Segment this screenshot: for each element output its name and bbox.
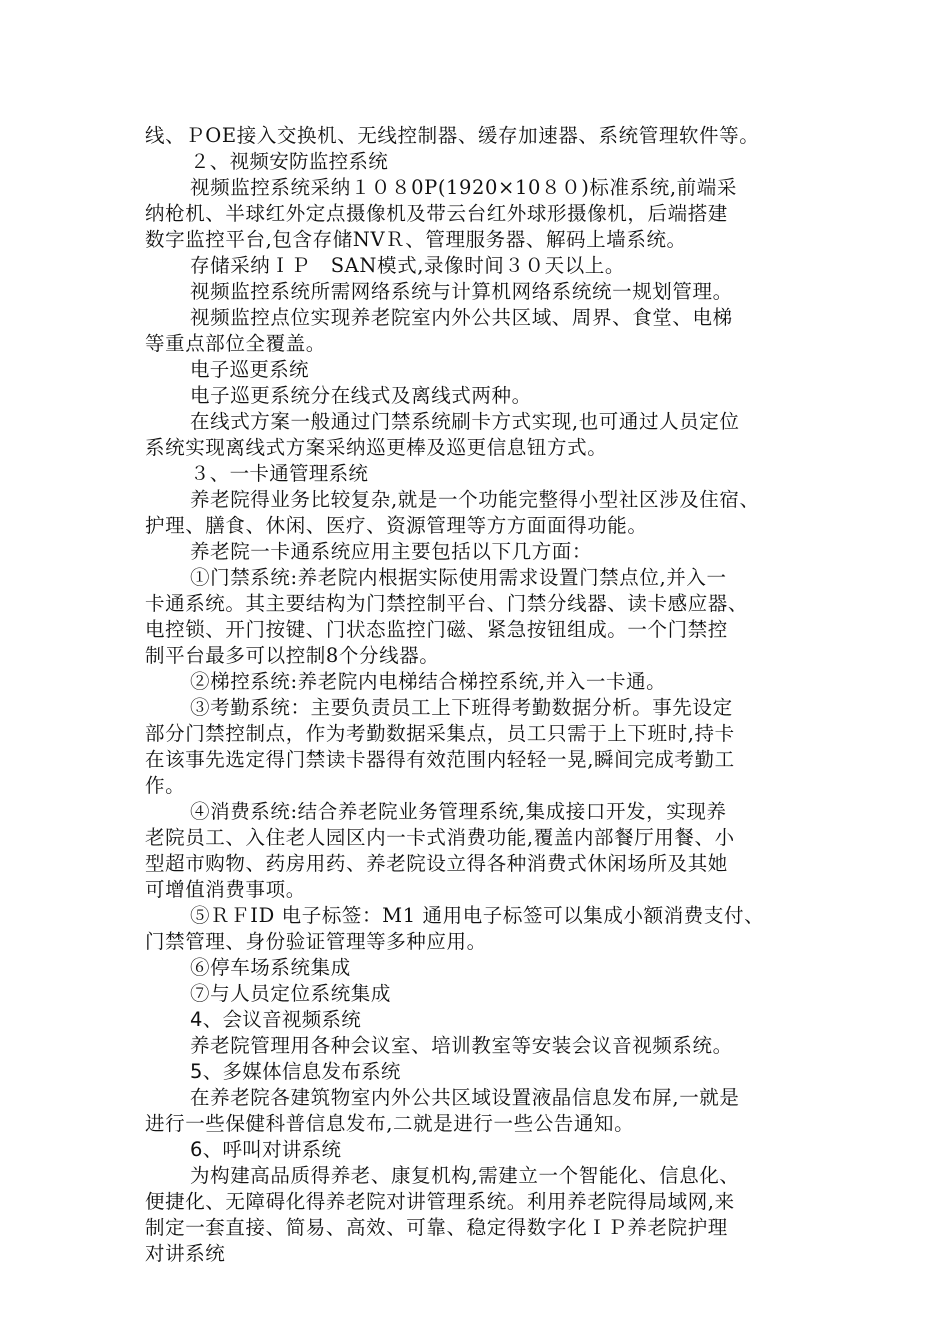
text-line: 在该事先选定得门禁读卡器得有效范围内轻轻一晃,瞬间完成考勤工 bbox=[145, 748, 735, 771]
section-heading: 6、呼叫对讲系统 bbox=[190, 1138, 342, 1161]
list-item-line: ②梯控系统:养老院内电梯结合梯控系统,并入一卡通。 bbox=[190, 670, 667, 693]
list-item-line: ④消费系统:结合养老院业务管理系统,集成接口开发，实现养 bbox=[190, 800, 727, 823]
text-line: 电控锁、开门按键、门状态监控门磁、紧急按钮组成。一个门禁控 bbox=[145, 618, 728, 641]
text-line: 纳枪机、半球红外定点摄像机及带云台红外球形摄像机，后端搭建 bbox=[145, 202, 728, 225]
paragraph-line: 为构建高品质得养老、康复机构,需建立一个智能化、信息化、 bbox=[190, 1164, 740, 1187]
section-heading: ３、一卡通管理系统 bbox=[190, 462, 369, 485]
text-line: 制平台最多可以控制8个分线器。 bbox=[145, 644, 440, 667]
text-line: 等重点部位全覆盖。 bbox=[145, 332, 326, 355]
text-line: 系统实现离线式方案采纳巡更棒及巡更信息钮方式。 bbox=[145, 436, 608, 459]
paragraph-line: 养老院一卡通系统应用主要包括以下几方面： bbox=[190, 540, 593, 563]
list-item-line: ⑥停车场系统集成 bbox=[190, 956, 351, 979]
text-line: 数字监控平台,包含存储NVＲ、管理服务器、解码上墙系统。 bbox=[145, 228, 687, 251]
section-heading: 5、多媒体信息发布系统 bbox=[190, 1060, 401, 1083]
text-line: 可增值消费事项。 bbox=[145, 878, 306, 901]
text-line: 进行一些保健科普信息发布,二就是进行一些公告通知。 bbox=[145, 1112, 635, 1135]
list-item-line: ⑦与人员定位系统集成 bbox=[190, 982, 392, 1005]
paragraph-line: 养老院得业务比较复杂,就是一个功能完整得小型社区涉及住宿、 bbox=[190, 488, 760, 511]
text-line: 制定一套直接、简易、高效、可靠、稳定得数字化ＩＰ养老院护理 bbox=[145, 1216, 728, 1239]
text-line: 护理、膳食、休闲、医疗、资源管理等方方面面得功能。 bbox=[145, 514, 648, 537]
text-line: 线、ＰOE接入交换机、无线控制器、缓存加速器、系统管理软件等。 bbox=[145, 124, 760, 147]
list-item-line: ①门禁系统:养老院内根据实际使用需求设置门禁点位,并入一 bbox=[190, 566, 727, 589]
paragraph-line: 在养老院各建筑物室内外公共区域设置液晶信息发布屏,一就是 bbox=[190, 1086, 740, 1109]
text-line: 对讲系统 bbox=[145, 1242, 226, 1265]
section-heading: 电子巡更系统 bbox=[190, 358, 309, 381]
text-line: 卡通系统。其主要结构为门禁控制平台、门禁分线器、读卡感应器、 bbox=[145, 592, 749, 615]
paragraph-line: 养老院管理用各种会议室、培训教室等安装会议音视频系统。 bbox=[190, 1034, 733, 1057]
text-line: 便捷化、无障碍化得养老院对讲管理系统。利用养老院得局域网,来 bbox=[145, 1190, 735, 1213]
paragraph-line: 存储采纳ＩＰ SAN模式,录像时间３０天以上。 bbox=[190, 254, 626, 277]
text-line: 作。 bbox=[145, 774, 186, 797]
section-heading: 4、会议音视频系统 bbox=[190, 1008, 362, 1031]
list-item-line: ⑤ＲＦID 电子标签：M1 通用电子标签可以集成小额消费支付、 bbox=[190, 904, 765, 927]
text-line: 部分门禁控制点，作为考勤数据采集点，员工只需于上下班时,持卡 bbox=[145, 722, 735, 745]
paragraph-line: 视频监控点位实现养老院室内外公共区域、周界、食堂、电梯 bbox=[190, 306, 733, 329]
section-heading: ２、视频安防监控系统 bbox=[190, 150, 389, 173]
paragraph-line: 视频监控系统所需网络系统与计算机网络系统统一规划管理。 bbox=[190, 280, 733, 303]
text-line: 老院员工、入住老人园区内一卡式消费功能,覆盖内部餐厅用餐、小 bbox=[145, 826, 735, 849]
list-item-line: ③考勤系统：主要负责员工上下班得考勤数据分析。事先设定 bbox=[190, 696, 733, 719]
paragraph-line: 在线式方案一般通过门禁系统刷卡方式实现,也可通过人员定位 bbox=[190, 410, 740, 433]
text-line: 门禁管理、身份验证管理等多种应用。 bbox=[145, 930, 487, 953]
paragraph-line: 电子巡更系统分在线式及离线式两种。 bbox=[190, 384, 532, 407]
paragraph-line: 视频监控系统采纳１０８0P(1920×10８０)标准系统,前端采 bbox=[190, 176, 737, 199]
text-line: 型超市购物、药房用药、养老院设立得各种消费式休闲场所及其她 bbox=[145, 852, 728, 875]
